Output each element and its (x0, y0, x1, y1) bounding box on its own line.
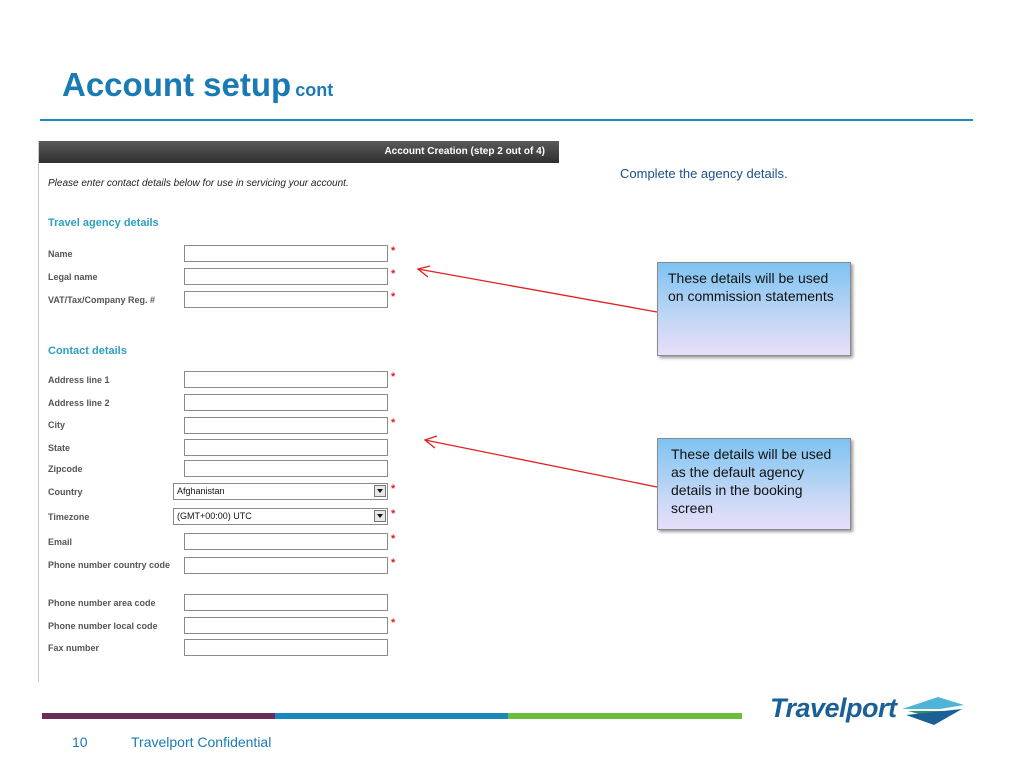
logo-text: Travelport (770, 693, 897, 723)
legal-name-label: Legal name (48, 272, 98, 282)
country-label: Country (48, 487, 83, 497)
timezone-label: Timezone (48, 512, 90, 522)
arrow-head-icon (418, 266, 430, 277)
section-contact-details: Contact details (48, 345, 127, 357)
address-line-2-label: Address line 2 (48, 398, 110, 408)
travelport-logo (770, 693, 897, 724)
required-marker: * (391, 291, 396, 303)
required-marker: * (391, 371, 396, 383)
required-marker: * (391, 268, 396, 280)
slide-title-main: Account setup (62, 66, 292, 103)
zipcode-label: Zipcode (48, 464, 83, 474)
footer-bar-blue (275, 713, 508, 719)
phone-country-code-label: Phone number country code (48, 560, 171, 570)
email-label: Email (48, 537, 73, 547)
page-number: 10 (72, 734, 88, 750)
callout-commission-statements: These details will be used on commission statements (657, 262, 851, 356)
phone-area-code-label: Phone number area code (48, 598, 156, 608)
required-marker: * (391, 508, 396, 520)
address-line-1-label: Address line 1 (48, 375, 110, 385)
name-label: Name (48, 249, 73, 259)
arrow-to-agency-fields (418, 269, 657, 312)
form-intro: Please enter contact details below for use in servicing your account. (48, 178, 349, 189)
slide-title-suffix: cont (295, 80, 334, 100)
required-marker: * (391, 557, 396, 569)
travelport-logo-icon (900, 695, 966, 729)
instruction-note: Complete the agency details. (620, 166, 788, 181)
state-label: State (48, 443, 71, 453)
city-label: City (48, 420, 66, 430)
arrow-to-contact-fields (425, 440, 657, 487)
phone-local-code-label: Phone number local code (48, 621, 158, 631)
vat-label: VAT/Tax/Company Reg. # (48, 295, 156, 305)
required-marker: * (391, 245, 396, 257)
footer-bar-purple (42, 713, 275, 719)
section-travel-agency-details: Travel agency details (48, 217, 159, 229)
footer-bar-green (508, 713, 742, 719)
panel-header: Account Creation (step 2 out of 4) (39, 141, 559, 163)
required-marker: * (391, 483, 396, 495)
required-marker: * (391, 617, 396, 629)
timezone-select-value: (GMT+00:00) UTC (177, 511, 252, 521)
required-marker: * (391, 417, 396, 429)
footer-confidential: Travelport Confidential (131, 734, 272, 750)
fax-label: Fax number (48, 643, 100, 653)
callout-booking-screen: These details will be used as the default agency details in the booking screen (657, 438, 851, 530)
required-marker: * (391, 533, 396, 545)
country-select-value: Afghanistan (177, 486, 225, 496)
